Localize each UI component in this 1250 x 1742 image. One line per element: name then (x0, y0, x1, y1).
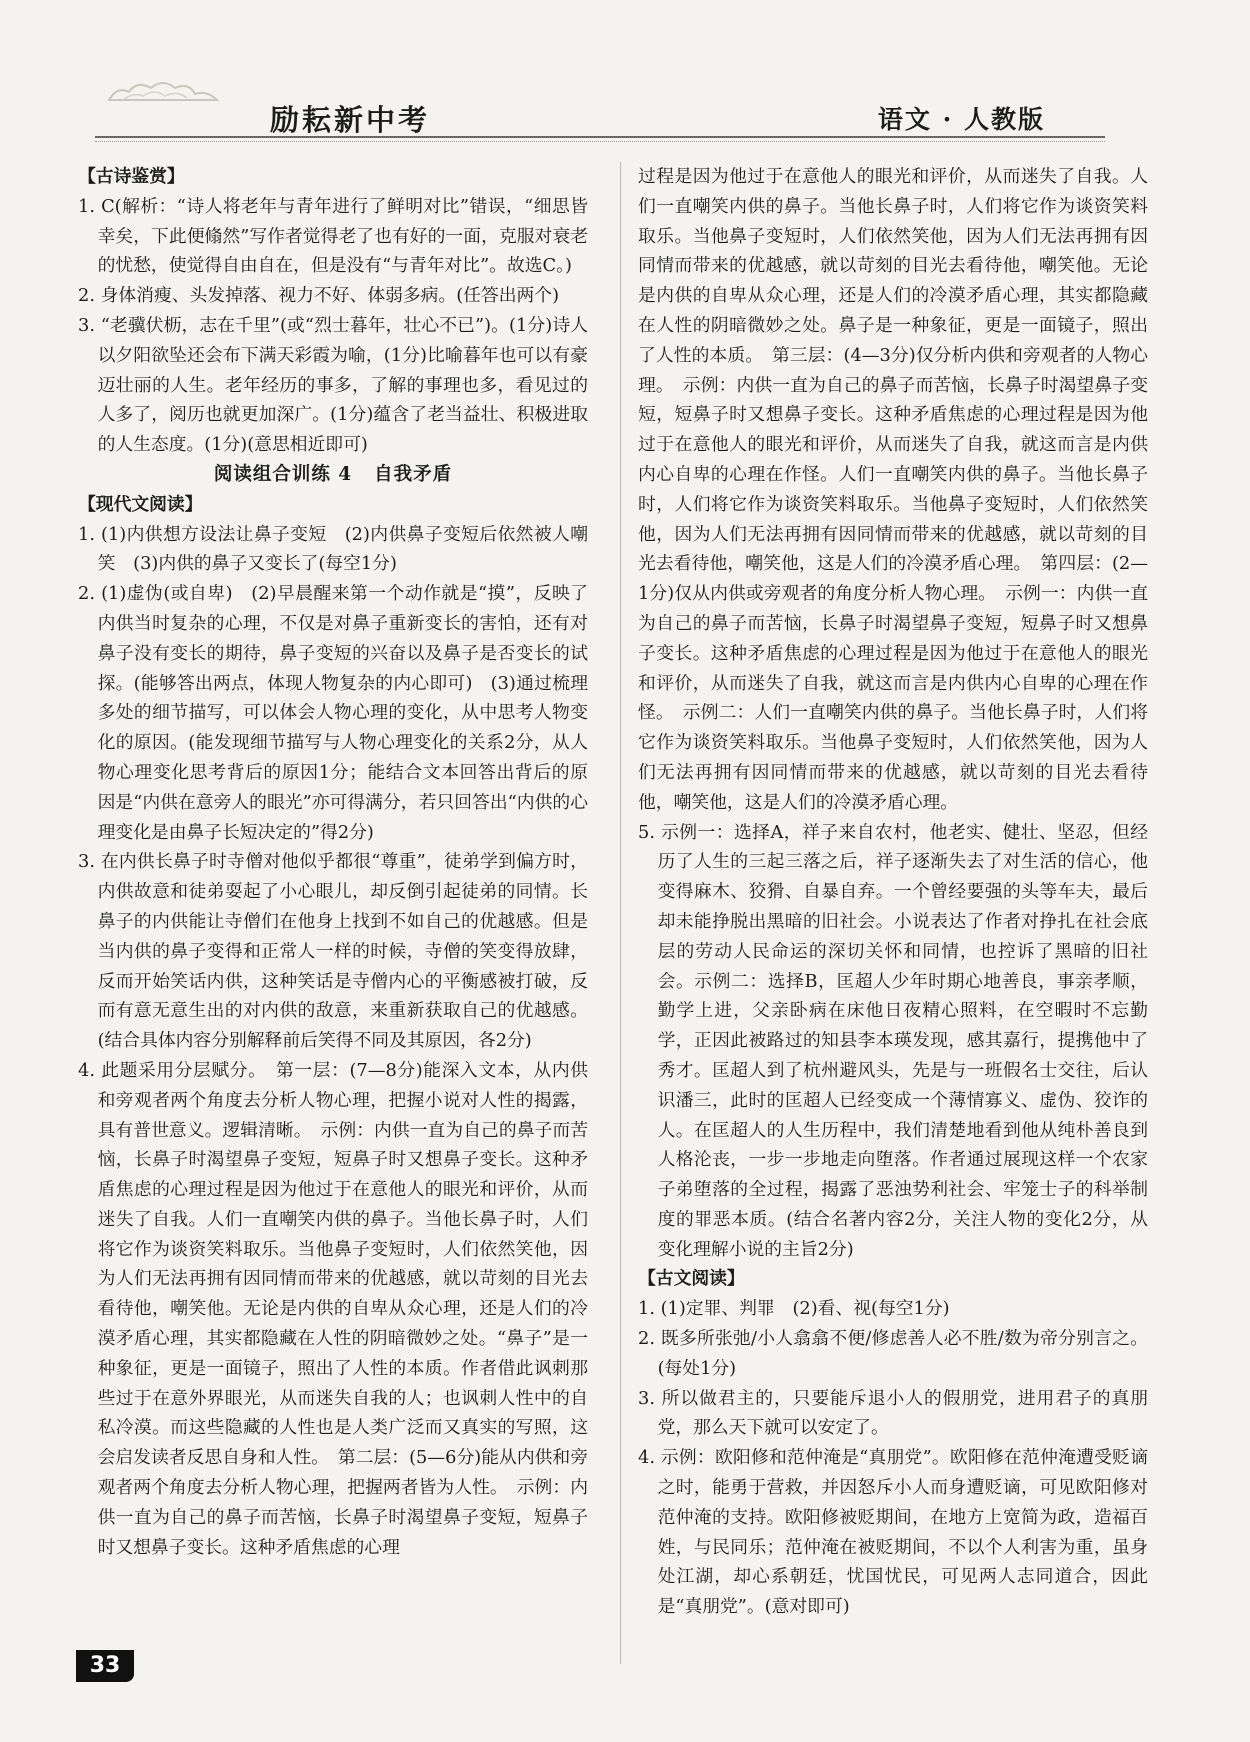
modern-answer-5: 5. 示例一：选择A，祥子来自农村，他老实、健壮、坚忍，但经历了人生的三起三落之后，祥子逐渐失去了对生活的信心，他变得麻木、狡猾、自暴自弃。一个曾经要强的头等车夫，最后却未能挣脱出黑暗的旧社会。小说表达了作者对挣扎在社会底层的劳动人民命运的深切关怀和同情，也控诉了黑暗的旧社会。示例二：选择B，匡超人少年时期心地善良，事亲孝顺，勤学上进，父亲卧病在床他日夜精心照料，在空暇时不忘勤学，正因此被路过的知县李本瑛发现，感其嘉行，提携他中了秀才。匡超人到了杭州避风头，先是与一班假名士交往，后认识潘三，此时的匡超人已经变成一个薄情寡义、虚伪、狡诈的人。在匡超人的人生历程中，我们清楚地看到他从纯朴善良到人格沦丧，一步一步地走向堕落。作者通过展现这样一个农家子弟堕落的全过程，揭露了恶浊势利社会、牢笼士子的科举制度的罪恶本质。(结合名著内容2分，关注人物的变化2分，从变化理解小说的主旨2分) (638, 821, 1148, 1260)
modern-reading-label: 【现代文阅读】 (78, 493, 203, 515)
subject-edition-title: 语文 · 人教版 (877, 105, 1045, 134)
classical-answer-1: 1. (1)定罪、判罪 (2)看、视(每空1分) (638, 1298, 950, 1320)
modern-answer-1: 1. (1)内供想方设法让鼻子变短 (2)内供鼻子变短后依然被人嘲笑 (3)内供的鼻子又变长了(每空1分) (78, 523, 588, 575)
page-header (95, 78, 1105, 142)
poem-section-label: 【古诗鉴赏】 (78, 166, 185, 187)
poem-answer-3: 3. “老骥伏枥，志在千里”(或“烈士暮年，壮心不已”)。(1分)诗人以夕阳欲坠还会布下满天彩霞为喻，(1分)比喻暮年也可以有豪迈壮丽的人生。老年经历的事多，了解的事理也多，看见过的人多了，阅历也就更加深广。(1分)蕴含了老当益壮、积极进取的人生态度。(1分)(意思相近即可) (78, 314, 588, 456)
column-divider (620, 162, 621, 1664)
classical-answer-4: 4. 示例：欧阳修和范仲淹是“真朋党”。欧阳修在范仲淹遭受贬谪之时，能勇于营救，并因怒斥小人而身遭贬谪，可见欧阳修对范仲淹的支持。欧阳修被贬期间，在地方上宽简为政，造福百姓，与民同乐；范仲淹在被贬期间，不以个人利害为重，虽身处江湖，却心系朝廷，忧国忧民，可见两人志同道合，因此是“真朋党”。(意对即可) (638, 1447, 1148, 1618)
header-divider-dotted (95, 141, 1105, 142)
book-series-title: 励耘新中考 (270, 103, 431, 137)
modern-answer-4-continued: 过程是因为他过于在意他人的眼光和评价，从而迷失了自我。人们一直嘲笑内供的鼻子。当他长鼻子时，人们将它作为谈资笑料取乐。当他鼻子变短时，人们依然笑他，因为人们无法再拥有因同情而带来的优越感，就以苛刻的目光去看待他，嘲笑他。无论是内供的自卑从众心理，还是人们的冷漠矛盾心理，其实都隐藏在人性的阴暗微妙之处。鼻子是一种象征，更是一面镜子，照出了人性的本质。 第三层：(4—3分)仅分析内供和旁观者的人物心理。 示例：内供一直为自己的鼻子而苦恼，长鼻子时渴望鼻子变短，短鼻子时又想鼻子变长。这种矛盾焦虑的心理过程是因为他过于在意他人的眼光和评价，从而迷失了自我，就这而言是内供内心自卑的心理在作怪。人们一直嘲笑内供的鼻子。当他长鼻子时，人们将它作为谈资笑料取乐。当他鼻子变短时，人们依然笑他，因为人们无法再拥有因同情而带来的优越感，就以苛刻的目光去看待他，嘲笑他，这是人们的冷漠矛盾心理。 第四层：(2—1分)仅从内供或旁观者的角度分析人物心理。 示例一：内供一直为自己的鼻子而苦恼，长鼻子时渴望鼻子变短，短鼻子时又想鼻子变长。这种矛盾焦虑的心理过程是因为他过于在意他人的眼光和评价，从而迷失了自我，就这而言是内供内心自卑的心理在作怪。 示例二：人们一直嘲笑内供的鼻子。当他长鼻子时，人们将它作为谈资笑料取乐。当他鼻子变短时，人们依然笑他，因为人们无法再拥有因同情而带来的优越感，就以苛刻的目光去看待他，嘲笑他，这是人们的冷漠矛盾心理。 (638, 166, 1148, 813)
modern-answer-4: 4. 此题采用分层赋分。 第一层：(7—8分)能深入文本，从内供和旁观者两个角度去分析人物心理，把握小说对人性的揭露，具有普世意义。逻辑清晰。 示例：内供一直为自己的鼻子而苦恼，长鼻子时渴望鼻子变短，短鼻子时又想鼻子变长。这种矛盾焦虑的心理过程是因为他过于在意他人的眼光和评价，从而迷失了自我。人们一直嘲笑内供的鼻子。当他长鼻子时，人们将它作为谈资笑料取乐。当他鼻子变短时，人们依然笑他，因为人们无法再拥有因同情而带来的优越感，就以苛刻的目光去看待他，嘲笑他。无论是内供的自卑从众心理，还是人们的冷漠矛盾心理，其实都隐藏在人性的阴暗微妙之处。“鼻子”是一种象征，更是一面镜子，照出了人性的本质。作者借此讽刺那些过于在意外界眼光，从而迷失自我的人；也讽刺人性中的自私冷漠。而这些隐藏的人性也是人类广泛而又真实的写照，这会启发读者反思自身和人性。 第二层：(5—6分)能从内供和旁观者两个角度去分析人物心理，把握两者皆为人性。 示例：内供一直为自己的鼻子而苦恼，长鼻子时渴望鼻子变短，短鼻子时又想鼻子变长。这种矛盾焦虑的心理 (78, 1059, 588, 1558)
training-section-title (78, 460, 588, 490)
page-number: 33 (76, 1650, 134, 1682)
left-column (78, 162, 588, 1562)
training-title: 阅读组合训练 4 (213, 463, 353, 485)
poem-answer-2: 2. 身体消瘦、头发掉落、视力不好、体弱多病。(任答出两个) (78, 285, 560, 307)
modern-answer-3: 3. 在内供长鼻子时寺僧对他似乎都很“尊重”，徒弟学到偏方时，内供故意和徒弟耍起了小心眼儿，却反倒引起徒弟的同情。长鼻子的内供能让寺僧们在他身上找到不如自己的优越感。但是当内供的鼻子变得和正常人一样的时候，寺僧的笑变得放肆，反而开始笑话内供，这种笑话是寺僧内心的平衡感被打破，反而有意无意生出的对内供的敌意，来重新获取自己的优越感。(结合具体内容分别解释前后笑得不同及其原因，各2分) (78, 851, 588, 1052)
modern-answer-2: 2. (1)虚伪(或自卑) (2)早晨醒来第一个动作就是“摸”，反映了内供当时复杂的心理，不仅是对鼻子重新变长的害怕，还有对鼻子没有变长的期待，鼻子变短的兴奋以及鼻子是否变长的试探。(能够答出两点，体现人物复杂的内心即可) (3)通过梳理多处的细节描写，可以体会人物心理的变化，从中思考人物变化的原因。(能发现细节描写与人物心理变化的关系2分，从人物心理变化思考背后的原因1分；能结合文本回答出背后的原因是“内供在意旁人的眼光”亦可得满分，若只回答出“内供的心理变化是由鼻子长短决定的”得2分) (78, 583, 589, 843)
classical-answer-2: 2. 既多所张弛/小人翕翕不便/修虑善人必不胜/数为帝分别言之。(每处1分) (638, 1328, 1148, 1379)
poem-answer-1: 1. C(解析：“诗人将老年与青年进行了鲜明对比”错误，“细思皆幸矣，下此便翛然”写作者觉得老了也有好的一面，克服对衰老的忧愁，使觉得自由自在，但是没有“与青年对比”。故选C。) (78, 195, 588, 277)
cloud-logo-icon (103, 78, 223, 104)
training-subtitle: 自我矛盾 (374, 463, 453, 485)
right-column (638, 162, 1148, 1622)
classical-answer-3: 3. 所以做君主的，只要能斥退小人的假朋党，进用君子的真朋党，那么天下就可以安定了。 (638, 1387, 1148, 1439)
header-divider (95, 136, 1105, 138)
classical-reading-label: 【古文阅读】 (638, 1268, 745, 1290)
